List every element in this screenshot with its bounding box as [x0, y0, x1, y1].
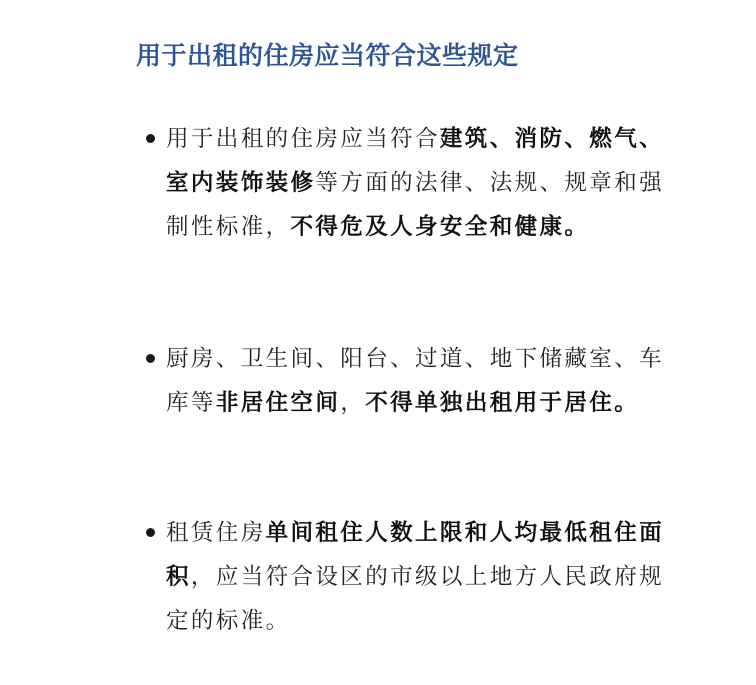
bold-text-segment: 不得单独出租用于居住。 — [365, 390, 640, 416]
text-segment: 等方面的法律、法规、规章和强制性标准， — [166, 170, 665, 240]
list-item — [136, 117, 666, 249]
list-item-text — [166, 117, 666, 249]
bold-text-segment: 建筑、消防、燃气、室内装饰装修 — [166, 126, 665, 196]
list-item — [136, 511, 666, 643]
list-item-text — [166, 511, 666, 643]
list-item-text — [166, 337, 666, 425]
text-segment: 租赁住房 — [166, 520, 266, 546]
section-title: 用于出租的住房应当符合这些规定 — [136, 41, 519, 70]
text-segment: 厨房、卫生间、阳台、过道、地下储藏室、车库等 — [166, 346, 665, 416]
bold-text-segment: 非居住空间 — [215, 390, 341, 416]
text-segment: ，应当符合设区的市级以上地方人民政府规定的标准。 — [166, 564, 665, 634]
bold-text-segment: 不得危及人身安全和健康。 — [290, 214, 590, 240]
bullet-dot-icon — [146, 528, 155, 537]
list-item — [136, 337, 666, 425]
text-segment: 用于出租的住房应当符合 — [166, 126, 440, 152]
bold-text-segment: 单间租住人数上限和人均最低租住面积 — [166, 520, 665, 590]
bullet-dot-icon — [146, 354, 155, 363]
text-segment: ， — [340, 390, 366, 416]
bullet-dot-icon — [146, 134, 155, 143]
